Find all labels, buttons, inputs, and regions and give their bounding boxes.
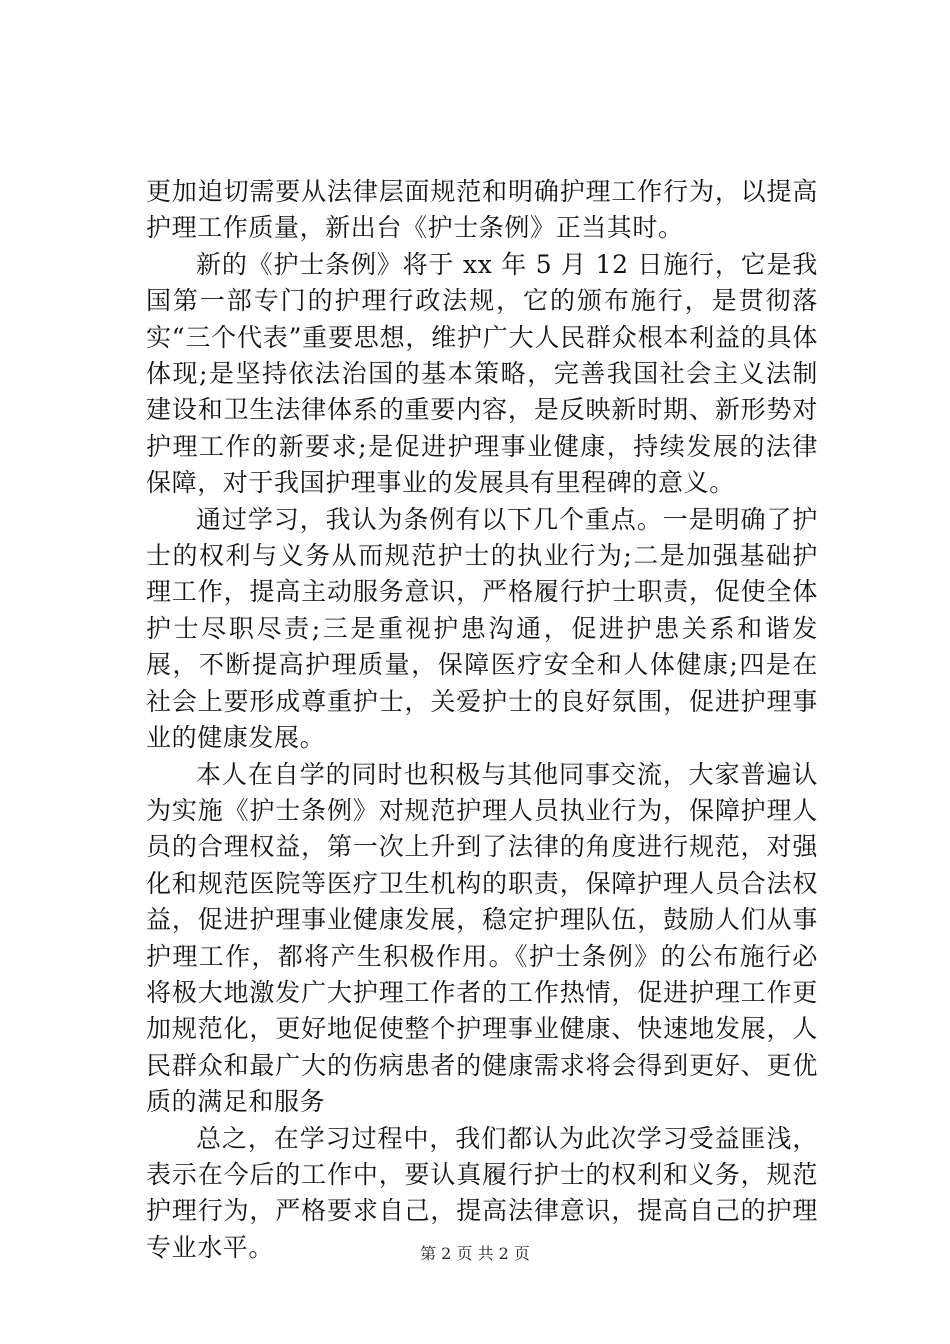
page-footer: 第 2 页 共 2 页 [420,1244,530,1263]
paragraph-colleague-exchange: 本人在自学的同时也积极与其他同事交流，大家普遍认为实施《护士条例》对规范护理人员执业行为，保障护理人员的合理权益，第一次上升到了法律的角度进行规范，对强化和规范医院等医疗卫生机构的职责，保障护理人员合法权益，促进护理事业健康发展，稳定护理队伍，鼓励人们从事护理工作，都将产生积极作用。《护士条例》的公布施行必将极大地激发广大护理工作者的工作热情，促进护理工作更加规范化，更好地促使整个护理事业健康、快速地发展，人民群众和最广大的伤病患者的健康需求将会得到更好、更优质的满足和服务 [146,759,818,1117]
document-body [146,174,818,1266]
paragraph-conclusion: 总之，在学习过程中，我们都认为此次学习受益匪浅，表示在今后的工作中，要认真履行护士的权利和义务，规范护理行为，严格要求自己，提高法律意识，提高自己的护理专业水平。 [146,1123,818,1262]
paragraph-continuation: 更加迫切需要从法律层面规范和明确护理工作行为，以提高护理工作质量，新出台《护士条例》正当其时。 [146,177,818,243]
paragraph-key-points: 通过学习，我认为条例有以下几个重点。一是明确了护士的权利与义务从而规范护士的执业行为;二是加强基础护理工作，提高主动服务意识，严格履行护士职责，促使全体护士尽职尽责;三是重视护患沟通，促进护患关系和谐发展，不断提高护理质量，保障医疗安全和人体健康;四是在社会上要形成尊重护士，关爱护士的良好氛围，促进护理事业的健康发展。 [146,504,818,753]
paragraph-regulation-significance: 新的《护士条例》将于 xx 年 5 月 12 日施行，它是我国第一部专门的护理行政法规，它的颁布施行，是贯彻落实“三个代表”重要思想，维护广大人民群众根本利益的具体体现;是坚持依法治国的基本策略，完善我国社会主义法制建设和卫生法律体系的重要内容，是反映新时期、新形势对护理工作的新要求;是促进护理事业健康，持续发展的法律保障，对于我国护理事业的发展具有里程碑的意义。 [146,249,818,498]
